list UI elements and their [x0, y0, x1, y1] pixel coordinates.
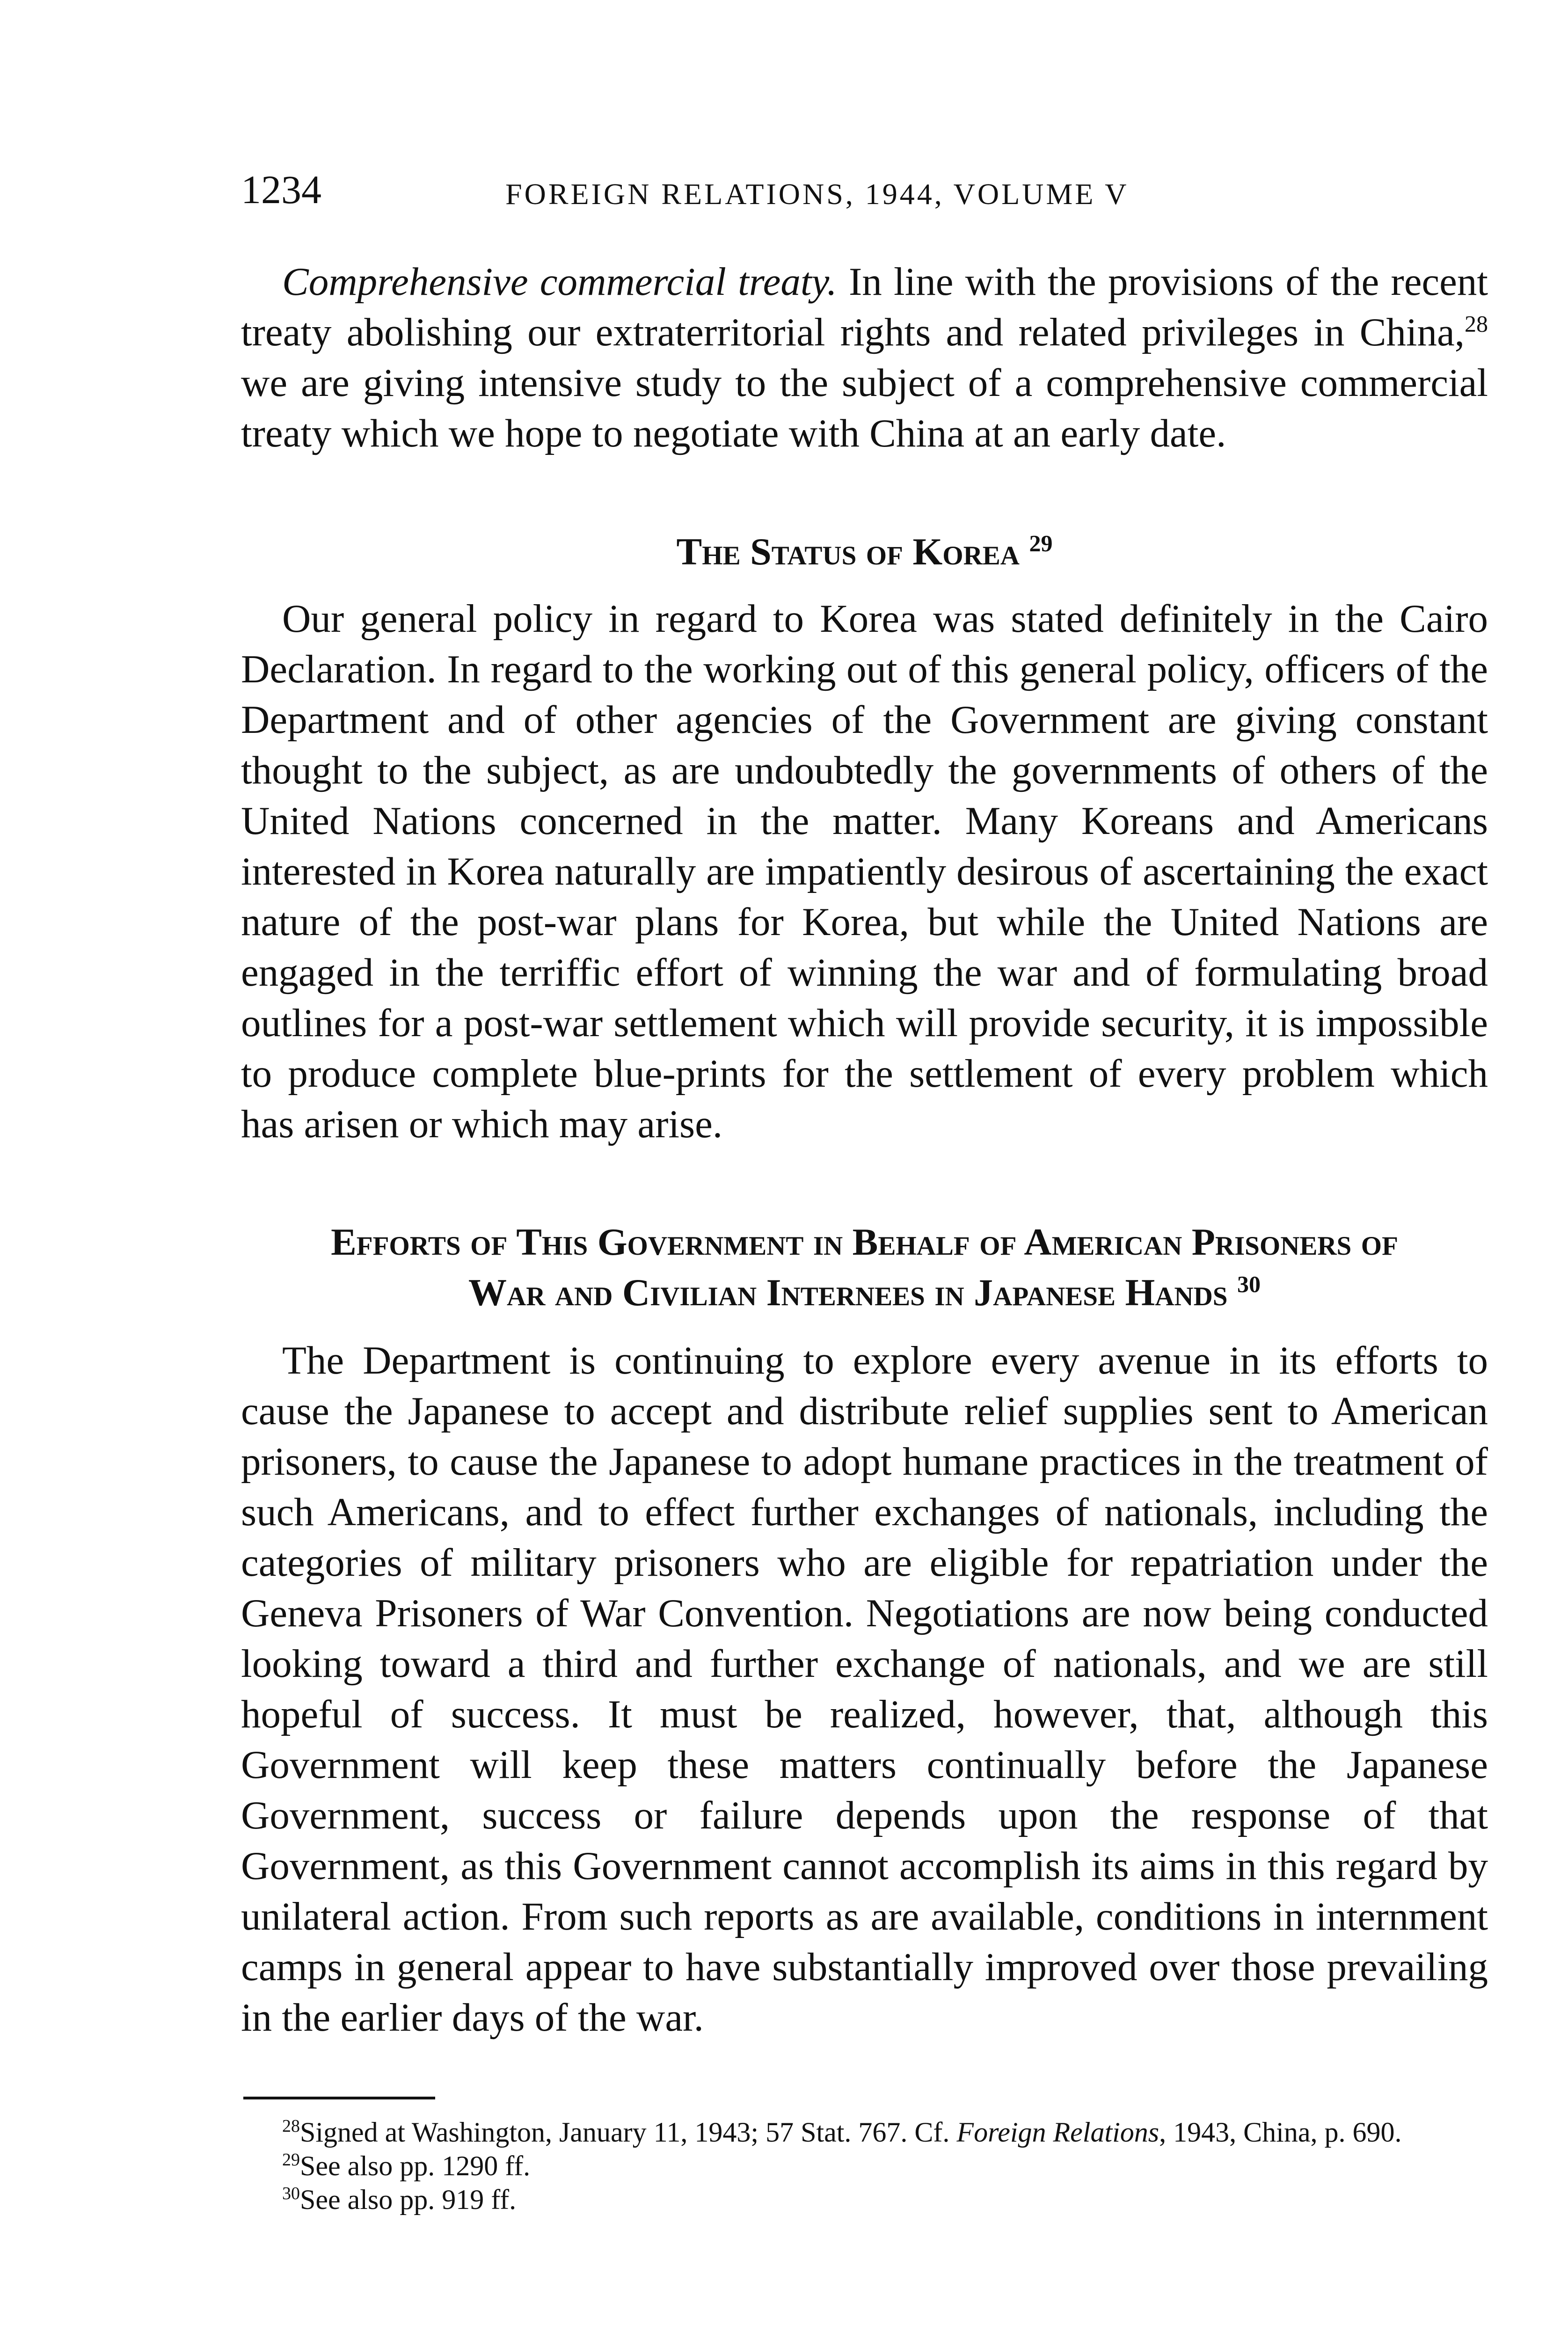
section-heading-korea: The Status of Korea $^{29}$	[676, 530, 1053, 573]
footnote-reference: 29	[1029, 530, 1053, 556]
paragraph-commercial-treaty	[241, 256, 1488, 459]
page-number: 1234	[241, 167, 321, 212]
footnote-divider	[243, 2097, 435, 2099]
paragraph-text: In line with the provisions of the recent treaty abolishing our extraterritorial rights and related privileges in China,	[241, 260, 1488, 354]
paragraph-korea: Our general policy in regard to Korea was stated definitely in the Cairo Declaration. In regard to the working out of this general policy, officers of the Department and of other agencies of the Government are giving constant thought to the subject, as are undoubtedly the governments of others of the United Nations concerned in the matter. Many Koreans and Americans interested in Korea naturally are impatiently desirous of ascertaining the exact nature of the post-war plans for Korea, but while the United Nations are engaged in the terriffic effort of winning the war and of formulating broad outlines for a post-war settlement which will provide security, it is impossible to produce complete blue-prints for the settlement of every problem which has arisen or which may arise.	[241, 597, 1488, 1146]
footnote-reference: 30	[1237, 1271, 1261, 1297]
paragraph-prisoners: The Department is continuing to explore every avenue in its efforts to cause the Japanese to accept and distribute relief supplies sent to American prisoners, to cause the Japanese to adopt humane practices in the treatment of such Americans, and to effect further exchanges of nationals, including the categories of military prisoners who are eligible for repatriation under the Geneva Prisoners of War Convention. Negotiations are now being conducted looking toward a third and further exchange of nationals, and we are still hopeful of success. It must be realized, however, that, although this Government will keep these matters continually before the Japanese Government, success or failure depends upon the response of that Government, as this Government cannot accomplish its aims in this regard by unilateral action. From such reports as are available, conditions in internment camps in general appear to have substantially improved over those prevailing in the earlier days of the war.	[241, 1338, 1488, 2040]
footnotes	[241, 2115, 1488, 2216]
paragraph-text: we are giving intensive study to the subject of a comprehensive commercial treaty which we hope to negotiate with China at an early date.	[241, 361, 1488, 455]
paragraph-lead-in: Comprehensive commercial treaty.	[282, 260, 837, 304]
footnote-29: $^{29}$See also pp. 1290 ff.	[282, 2150, 531, 2181]
footnote-30: $^{30}$See also pp. 919 ff.	[282, 2184, 517, 2215]
running-title: FOREIGN RELATIONS, 1944, VOLUME V	[505, 177, 1129, 211]
footnote-reference: 28	[1465, 310, 1488, 337]
running-header	[241, 166, 1329, 213]
section-heading-prisoners: Efforts of This Government in Behalf of American Prisoners of War and Civilian Internees in Japanese Hands $^{30}$	[331, 1221, 1398, 1314]
footnote-28: $^{28}$Signed at Washington, January 11, 1943; 57 Stat. 767. Cf. Foreign Relations, 1943, China, p. 690.	[282, 2116, 1402, 2148]
